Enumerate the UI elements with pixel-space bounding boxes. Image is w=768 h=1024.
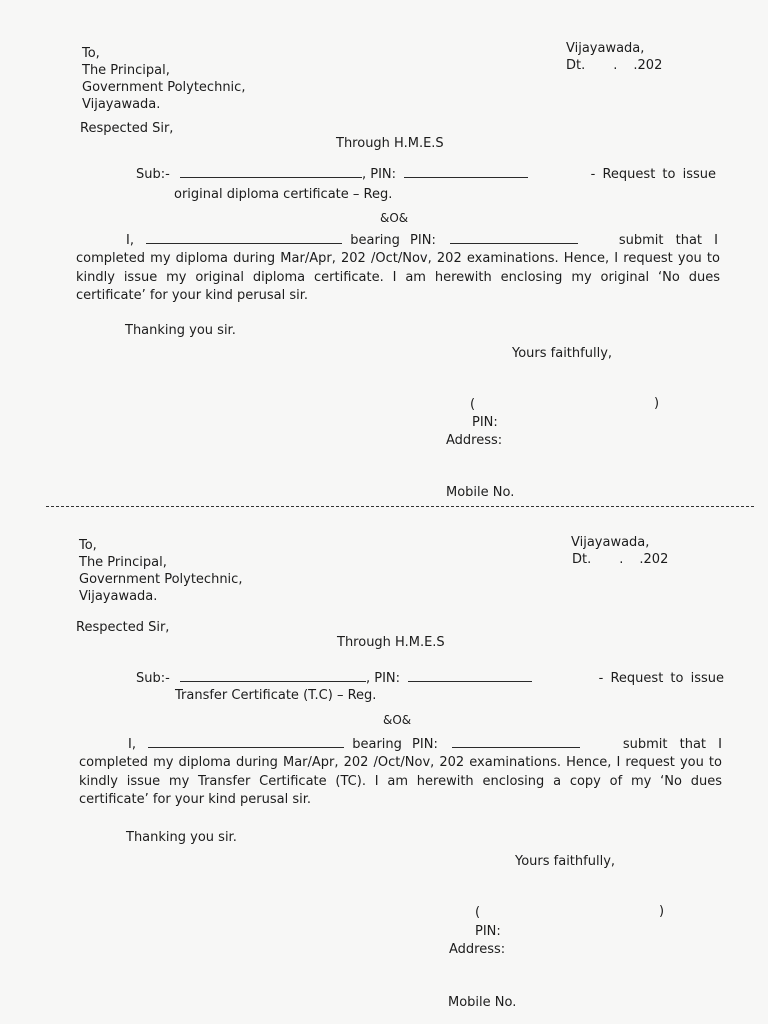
pin-blank[interactable] — [404, 166, 528, 178]
date-dot: . — [619, 552, 624, 567]
cut-line-divider — [46, 506, 754, 507]
subject-pin-label: , PIN: — [365, 671, 401, 686]
thanks-line: Thanking you sir. — [126, 830, 237, 845]
subject-line — [136, 166, 716, 183]
place: Vijayawada, — [566, 41, 645, 56]
subject-request: - Request to issue — [598, 671, 724, 686]
body-first-line — [126, 232, 718, 249]
body-name-blank[interactable] — [148, 736, 344, 748]
subject-line-2: original diploma certificate – Reg. — [174, 187, 393, 202]
body-submit: submit that I — [622, 737, 722, 752]
date-line — [572, 551, 668, 568]
date-label: Dt. — [566, 58, 586, 73]
date-year: .202 — [633, 58, 663, 73]
signature-paren-open: ( — [470, 397, 476, 412]
closing-line: Yours faithfully, — [515, 854, 616, 869]
subject-line-2: Transfer Certificate (T.C) – Reg. — [175, 688, 377, 703]
date-label: Dt. — [572, 552, 592, 567]
address-to: To, — [79, 538, 97, 553]
body-paragraph: completed my diploma during Mar/Apr, 202 /Oct/Nov, 202 examinations. Hence, I request you to kindly issue my original diploma certificate. I am herewith enclosing my original ‘No dues certificate’ for your kind perusal sir. — [76, 251, 720, 303]
body-paragraph: completed my diploma during Mar/Apr, 202 /Oct/Nov, 202 examinations. Hence, I request you to kindly issue my Transfer Certificate (TC). I am herewith enclosing a copy of my ‘No dues certificate’ for your kind perusal sir. — [79, 755, 722, 807]
body-submit: submit that I — [618, 233, 718, 248]
address-line-3: Vijayawada. — [82, 97, 161, 112]
signature-paren-close: ) — [659, 904, 665, 919]
salutation: Respected Sir, — [80, 121, 174, 136]
thanks-line: Thanking you sir. — [125, 323, 236, 338]
subject-pin-label: , PIN: — [361, 167, 397, 182]
body-first-line — [128, 736, 722, 753]
through-line: Through H.M.E.S — [336, 136, 444, 151]
date-dot: . — [613, 58, 618, 73]
body-pin-blank[interactable] — [450, 232, 578, 244]
address-line-1: The Principal, — [79, 555, 167, 570]
date-line — [566, 57, 662, 74]
mobile-label: Mobile No. — [446, 485, 515, 500]
name-blank[interactable] — [180, 166, 362, 178]
subject-line — [136, 670, 724, 687]
separator-mark: &O& — [383, 713, 412, 727]
address-label: Address: — [449, 942, 506, 957]
signature-paren-open: ( — [475, 905, 481, 920]
body-i: I, — [126, 233, 134, 248]
mobile-label: Mobile No. — [448, 995, 517, 1010]
subject-label: Sub:- — [136, 671, 170, 686]
address-line-1: The Principal, — [82, 63, 170, 78]
closing-line: Yours faithfully, — [512, 346, 613, 361]
date-year: .202 — [639, 552, 669, 567]
address-label: Address: — [446, 433, 503, 448]
body-pin-blank[interactable] — [452, 736, 580, 748]
body-name-blank[interactable] — [146, 232, 342, 244]
pin-label: PIN: — [475, 924, 501, 939]
address-line-3: Vijayawada. — [79, 589, 158, 604]
body-i: I, — [128, 737, 136, 752]
recipient-address — [79, 537, 242, 605]
separator-mark: &O& — [380, 211, 409, 225]
signature-paren-close: ) — [654, 396, 660, 411]
through-line: Through H.M.E.S — [337, 635, 445, 650]
address-to: To, — [82, 46, 100, 61]
pin-blank[interactable] — [408, 670, 532, 682]
place: Vijayawada, — [571, 535, 650, 550]
subject-label: Sub:- — [136, 167, 170, 182]
body-bearing: bearing PIN: — [350, 233, 436, 248]
salutation: Respected Sir, — [76, 620, 170, 635]
address-line-2: Government Polytechnic, — [82, 80, 246, 95]
pin-label: PIN: — [472, 415, 498, 430]
body-bearing: bearing PIN: — [352, 737, 438, 752]
address-line-2: Government Polytechnic, — [79, 572, 243, 587]
recipient-address — [82, 45, 245, 113]
subject-request: - Request to issue — [590, 167, 716, 182]
name-blank[interactable] — [180, 670, 366, 682]
